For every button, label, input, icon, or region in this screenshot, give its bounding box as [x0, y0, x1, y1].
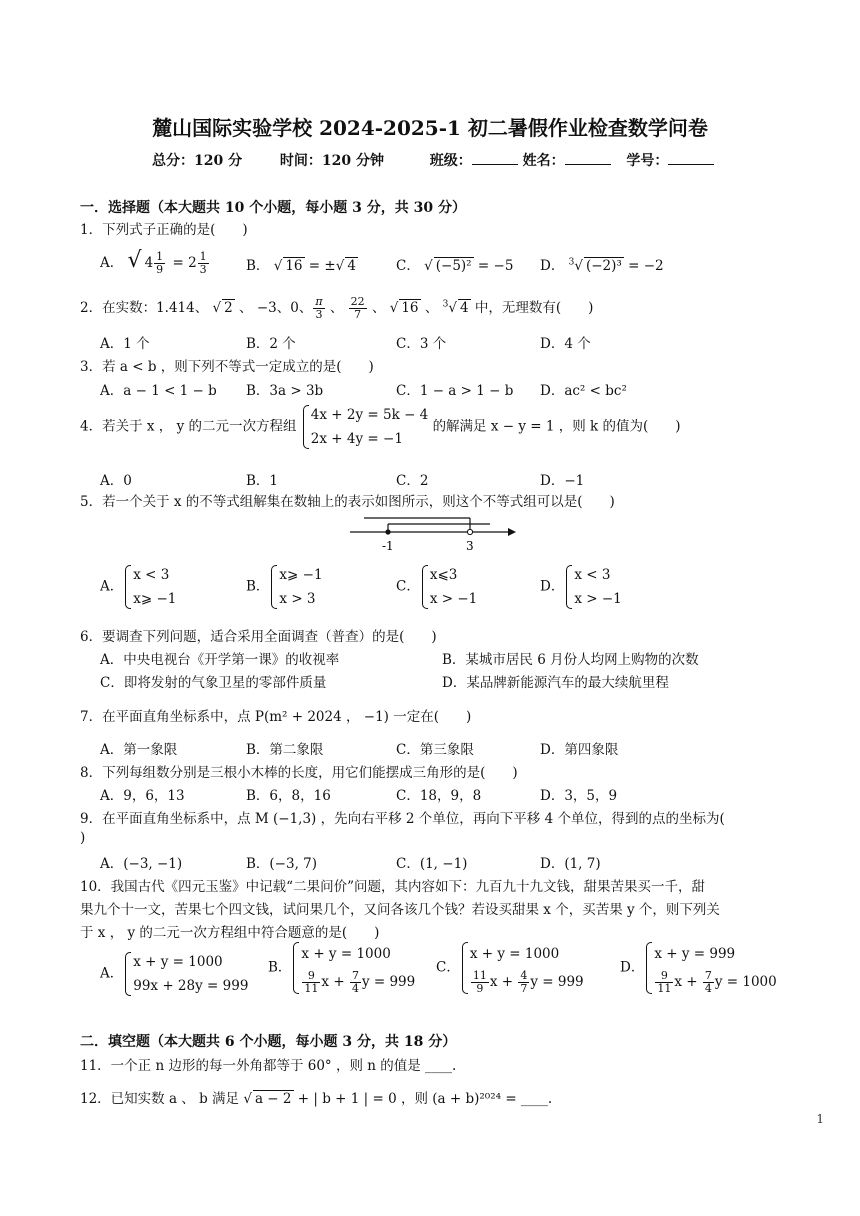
q2-option-b: B．2 个 — [246, 336, 296, 352]
q8-stem: 8．下列每组数分别是三根小木棒的长度，用它们能摆成三角形的是( ) — [80, 765, 518, 781]
q10-b1: x + y = 1000 — [301, 946, 391, 962]
class-label: 班级： — [429, 153, 472, 169]
axis-arrow — [508, 528, 516, 536]
q2-option-d: D．4 个 — [540, 336, 591, 352]
q1-c-label: C． — [396, 258, 420, 274]
q5-a2: x⩾ −1 — [133, 591, 177, 607]
q3-option-d: D．ac² < bc² — [540, 383, 627, 399]
q5-b2: x > 3 — [279, 591, 316, 607]
q5-c1: x⩽3 — [429, 567, 458, 583]
q3-stem: 3．若 a < b ，则下列不等式一定成立的是( ) — [80, 359, 374, 375]
q2-stem-post: 中，无理数有( ) — [474, 300, 594, 316]
q10-d1: x + y = 999 — [654, 946, 736, 962]
number-blank[interactable] — [668, 150, 714, 165]
q10-option-d: D． x + y = 999 $\frac{9}{11}$ x + $\frac{7}{4}$ y = 1000 — [620, 940, 777, 996]
q10-option-b: B． x + y = 1000 $\frac{9}{11}$ x + $\frac{7}{4}$ y = 999 — [268, 940, 415, 996]
q8-option-c: C．18，9，8 — [396, 788, 482, 804]
q3-option-a: A．a − 1 < 1 − b — [100, 383, 217, 399]
q10-option-a: A． x + y = 1000 99x + 28y = 999 — [100, 950, 248, 998]
q7-option-a: A．第一象限 — [100, 742, 178, 758]
point-three — [467, 529, 472, 534]
section-2-heading: 二．填空题（本大题共 6 个小题，每小题 3 分，共 18 分） — [80, 1034, 457, 1050]
q5-a1: x < 3 — [133, 567, 170, 583]
q5-d2: x > −1 — [574, 591, 622, 607]
q10-option-c: C． x + y = 1000 $\frac{11}{9}$ x + $\frac{4}{7}$ y = 999 — [436, 940, 584, 996]
q9-option-d: D．(1, 7) — [540, 856, 601, 872]
total-score: 总分：120 分 — [152, 153, 243, 169]
q5-option-d: D． x < 3 x > −1 — [540, 563, 622, 611]
q8-option-d: D．3，5，9 — [540, 788, 618, 804]
q9-stem-line1: 9．在平面直角坐标系中，点 M (−1,3) ，先向右平移 2 个单位，再向下平移 4 个单位，得到的点的坐标为( — [80, 811, 725, 827]
name-label: 姓名： — [522, 153, 565, 169]
page-number: 1 — [816, 1112, 824, 1126]
q5-option-c: C． x⩽3 x > −1 — [396, 563, 477, 611]
q5-option-b: B． x⩾ −1 x > 3 — [246, 563, 323, 611]
q12-stem: 12．已知实数 a 、 b 满足 √ a − 2 + | b + 1 | = 0 ，则 (a + b)²⁰²⁴ = ____. — [80, 1091, 553, 1107]
q1-option-a: A． √ 4 $\frac{1}{9}$ = 2 $\frac{1}{3}$ — [100, 248, 207, 276]
q7-option-c: C．第三象限 — [396, 742, 474, 758]
q4-option-c: C．2 — [396, 473, 429, 489]
q10-a2: 99x + 28y = 999 — [133, 978, 249, 994]
q4-stem-pre: 4．若关于 x ， y 的二元一次方程组 — [80, 418, 297, 435]
label-three: 3 — [466, 539, 474, 553]
exam-info — [152, 150, 714, 170]
q6-option-c: C．即将发射的气象卫星的零部件质量 — [100, 675, 327, 691]
q3-option-b: B．3a > 3b — [246, 383, 324, 399]
q8-option-b: B．6，8，16 — [246, 788, 331, 804]
q10-stem-line1: 10．我国古代《四元玉鉴》中记载“二果问价”问题，其内容如下：九百九十九文钱，甜果苦果买一千，甜 — [80, 879, 705, 895]
q5-stem: 5．若一个关于 x 的不等式组解集在数轴上的表示如图所示，则这个不等式组可以是( ) — [80, 494, 615, 510]
q10-a1: x + y = 1000 — [133, 954, 223, 970]
q9-option-a: A．(−3, −1) — [100, 856, 183, 872]
q9-option-c: C．(1, −1) — [396, 856, 468, 872]
q4-system — [301, 403, 428, 451]
q7-option-b: B．第二象限 — [246, 742, 324, 758]
q1-d-label: D． — [540, 258, 565, 274]
q10-stem-line3: 于 x ， y 的二元一次方程组中符合题意的是( ) — [80, 925, 380, 941]
q2-stem-pre: 2．在实数：1.414、 — [80, 300, 209, 316]
q9-option-b: B．(−3, 7) — [246, 856, 318, 872]
q5-c2: x > −1 — [429, 591, 478, 607]
q9-stem-line2: ) — [80, 830, 86, 846]
point-minus-one — [385, 529, 390, 534]
q4-stem-post: 的解满足 x − y = 1 ，则 k 的值为( ) — [432, 418, 681, 435]
q5-d1: x < 3 — [574, 567, 611, 583]
q10-c1: x + y = 1000 — [469, 946, 560, 962]
q3-option-c: C．1 − a > 1 − b — [396, 383, 514, 399]
q4-eq2: 2x + 4y = −1 — [310, 431, 403, 447]
q4-option-b: B．1 — [246, 473, 279, 489]
q6-option-b: B．某城市居民 6 月份人均网上购物的次数 — [442, 652, 699, 668]
q1-option-d: D． $^3$√ (−2)³ = −2 — [540, 257, 664, 274]
q1-a-label: A． — [100, 255, 124, 271]
q2-stem: 2．在实数：1.414、 √ 2 、 −3、0、 $\frac{\pi}{3}$ 、 $\frac{22}{7}$ 、 √ 16 、 $^3$√ 4 中，无理数有( ) — [80, 295, 594, 321]
q4-option-d: D．−1 — [540, 473, 585, 489]
page-title: 麓山国际实验学校 2024-2025-1 初二暑假作业检查数学问卷 — [152, 116, 708, 140]
q5-option-a: A． x < 3 x⩾ −1 — [100, 563, 176, 611]
q2-option-a: A．1 个 — [100, 336, 150, 352]
q4-eq1: 4x + 2y = 5k − 4 — [310, 407, 429, 423]
q1-option-b: B． √ 16 = ±√ 4 — [246, 258, 356, 274]
q1-option-c: C． √ (−5)² = −5 — [396, 258, 514, 274]
q5-b1: x⩾ −1 — [279, 567, 323, 583]
number-label: 学号： — [626, 153, 669, 169]
q12-stem-post: ，则 (a + b)²⁰²⁴ = ____. — [400, 1091, 553, 1107]
exam-time: 时间：120 分钟 — [279, 153, 384, 169]
q6-option-d: D．某品牌新能源汽车的最大续航里程 — [442, 675, 669, 691]
q2-option-c: C．3 个 — [396, 336, 447, 352]
q12-stem-pre: 12．已知实数 a 、 b 满足 — [80, 1091, 240, 1107]
q4-option-a: A．0 — [100, 473, 132, 489]
section-1-heading: 一．选择题（本大题共 10 个小题，每小题 3 分，共 30 分） — [80, 200, 466, 216]
q10-stem-line2: 果九个十一文，苦果七个四文钱，试问果几个，又问各该几个钱？若设买甜果 x 个，买苦果 y 个，则下列关 — [80, 902, 720, 918]
label-minus-one: -1 — [382, 539, 394, 553]
q1-stem: 1．下列式子正确的是( ) — [80, 222, 248, 238]
q1-b-label: B． — [246, 258, 270, 274]
q8-option-a: A．9，6，13 — [100, 788, 185, 804]
q4-stem — [80, 403, 681, 451]
name-blank[interactable] — [565, 150, 611, 165]
q6-stem: 6．要调查下列问题，适合采用全面调查（普查）的是( ) — [80, 629, 437, 645]
q7-stem: 7．在平面直角坐标系中，点 P(m² + 2024 ， −1) 一定在( ) — [80, 709, 472, 725]
class-blank[interactable] — [472, 150, 518, 165]
q7-option-d: D．第四象限 — [540, 742, 619, 758]
q5-number-line — [340, 510, 520, 558]
q6-option-a: A．中央电视台《开学第一课》的收视率 — [100, 652, 340, 668]
q11-stem: 11．一个正 n 边形的每一外角都等于 60° ，则 n 的值是 ____. — [80, 1058, 457, 1074]
